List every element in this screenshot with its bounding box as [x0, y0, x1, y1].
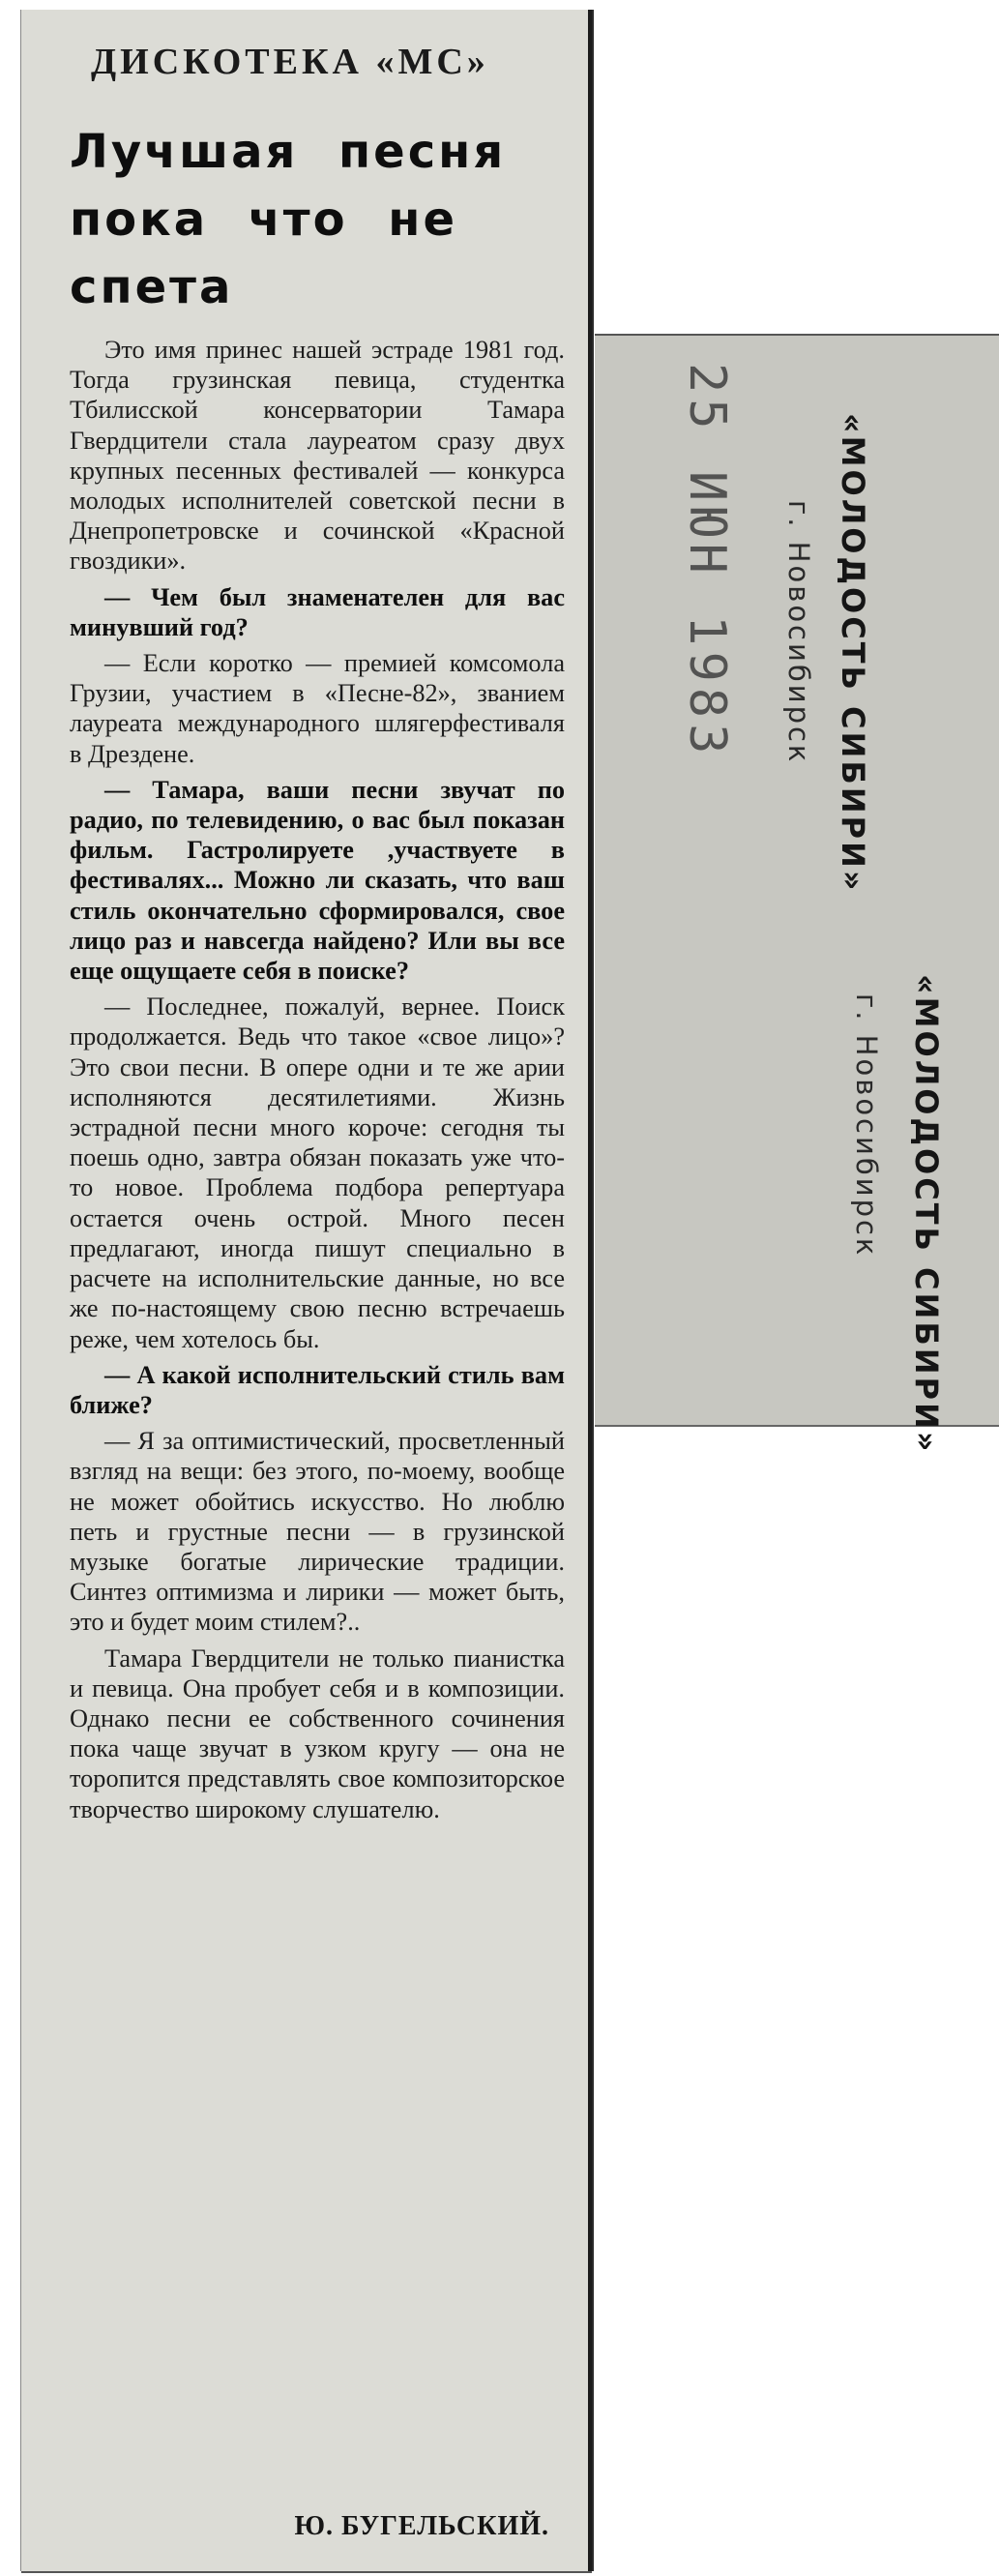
- article-paragraph: — Последнее, пожалуй, вернее. Поиск продолжается. Ведь что такое «свое лицо»? Это свои песни. В опере одни и те же арии исполняются десятилетиями. Жизнь эстрадной песни много короче: сегодня ты поешь одно, завтра обязан показать уже что-то новое. Проблема подбора репертуара остается очень острой. Много песен предлагают, иногда пишут специально в расчете на исполнительские данные, но все же по-настоящему свою песню встречаешь реже, чем хотелось бы.: [70, 992, 565, 1353]
- date-stamp: 25 ИЮН 1983: [678, 363, 736, 760]
- article-body: [70, 335, 565, 1830]
- newspaper-name-stamp: «МОЛОДОСТЬ СИБИРИ»: [835, 413, 871, 894]
- article-paragraph: — Если коротко — премией комсомола Грузии, участием в «Песне-82», званием лауреата международного шлягерфестиваля в Дрездене.: [70, 649, 565, 768]
- article-headline: Лучшая песня пока что не спета: [70, 125, 507, 314]
- article-paragraph: — Я за оптимистический, просветленный взгляд на вещи: без этого, по-моему, вообще не может обойтись искусство. Но люблю петь и грустные песни — в грузинской музыке богатые лирические традиции. Синтез оптимизма и лирики — может быть, это и будет моим стилем?..: [70, 1427, 565, 1637]
- city-stamp: г. Новосибирск: [782, 500, 815, 765]
- city-stamp-repeat: г. Новосибирск: [850, 993, 883, 1258]
- newspaper-clipping: [21, 10, 592, 2571]
- author-signature: Ю. БУГЕЛЬСКИЙ.: [294, 2511, 549, 2541]
- article-paragraph: Это имя принес нашей эстраде 1981 год. Тогда грузинская певица, студентка Тбилисской консерватории Тамара Гвердцители стала лауреатом сразу двух крупных песенных фестивалей — конкурса молодых исполнителей советской песни в Днепропетровске и сочинской «Красной гвоздики».: [70, 336, 565, 576]
- interview-question: — А какой исполнительский стиль вам ближе?: [70, 1360, 565, 1419]
- interview-question: — Чем был знаменателен для вас минувший год?: [70, 582, 565, 641]
- newspaper-name-stamp-repeat: «МОЛОДОСТЬ СИБИРИ»: [908, 974, 945, 1455]
- archive-stamp-slip: [595, 334, 999, 1455]
- article-paragraph: Тамара Гвердцители не только пианистка и певица. Она пробует себя и в композиции. Однако песни ее собственного сочинения пока чаще звучат в узком кругу — она не торопится представлять свое композиторское творчество широкому слушателю.: [70, 1643, 565, 1823]
- interview-question: — Тамара, ваши песни звучат по радио, по телевидению, о вас был показан фильм. Гастролируете ,участвуете в фестивалях... Можно ли сказать, что ваш стиль окончательно сформировался, свое лицо раз и навсегда найдено? Или вы все еще ощущаете себя в поиске?: [70, 775, 565, 986]
- rubric-title: ДИСКОТЕКА «МС»: [91, 42, 489, 82]
